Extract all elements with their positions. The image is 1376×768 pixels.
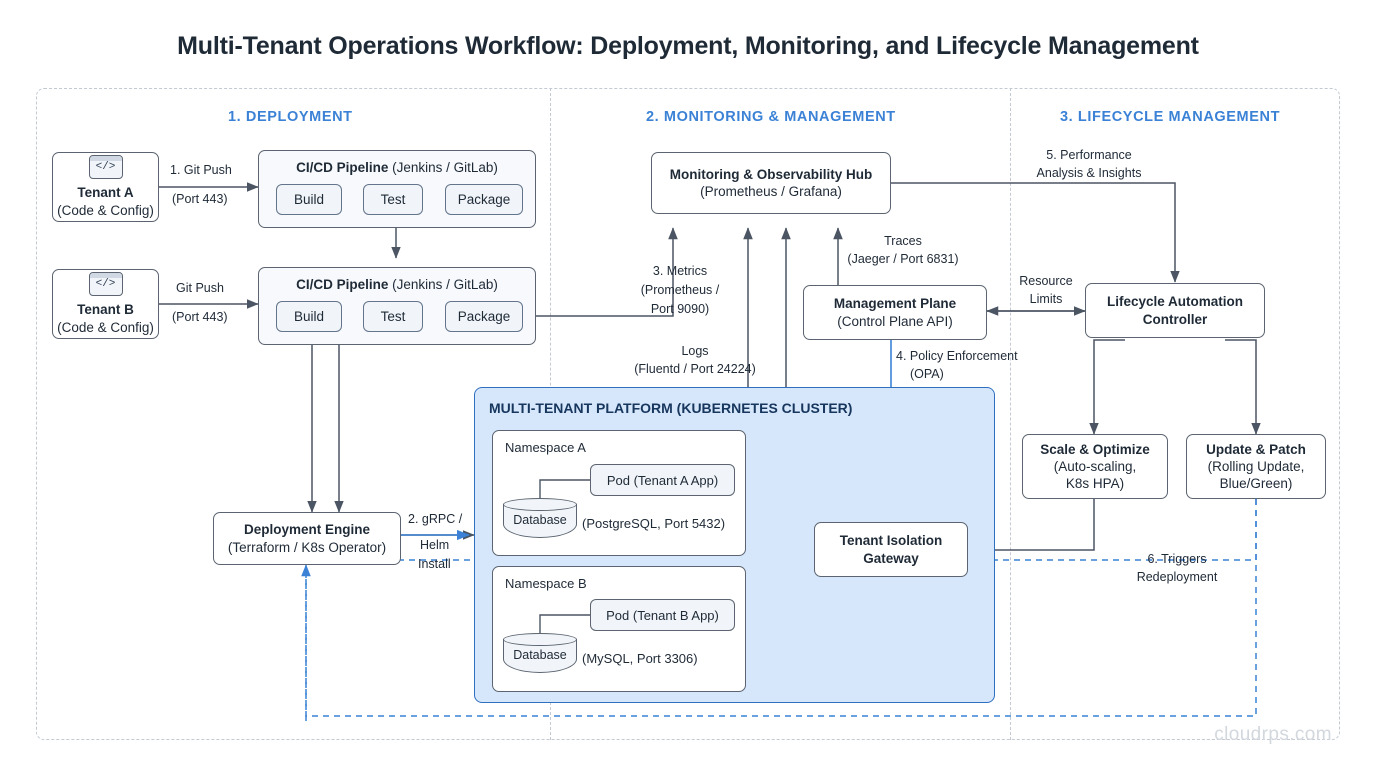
database-b-caption: (MySQL, Port 3306) [582,651,698,666]
tenant-b-name: Tenant B [77,302,134,318]
edge-label-metrics-2: (Prometheus / [640,283,720,297]
management-plane-line1: Management Plane [833,296,957,312]
cicd-pipeline-2-title-bold: CI/CD Pipeline [296,277,389,292]
edge-label-git-push-b-1: Git Push [176,281,224,295]
tenant-isolation-gateway-box[interactable] [814,522,968,577]
edge-label-git-push-a-1: 1. Git Push [170,163,232,177]
edge-label-grpc-1: 2. gRPC / [408,512,463,526]
namespace-a-title: Namespace A [505,440,586,455]
pod-tenant-b[interactable]: Pod (Tenant B App) [590,599,735,631]
database-b-top [503,633,577,646]
database-a[interactable] [503,498,577,544]
lifecycle-controller-line2: Controller [1142,311,1208,327]
edge-label-policy-2: (OPA) [910,367,944,381]
tenant-a-name: Tenant A [77,185,134,201]
cicd-pipeline-2-title [259,277,535,292]
management-plane-box[interactable] [803,285,987,340]
lifecycle-controller-line1: Lifecycle Automation [1106,294,1244,310]
deployment-engine-box[interactable] [213,512,401,565]
pipeline-1-stage-test[interactable]: Test [363,184,423,215]
database-b-label: Database [513,648,567,662]
monitoring-hub-line1: Monitoring & Observability Hub [669,166,873,182]
platform-title: MULTI-TENANT PLATFORM (KUBERNETES CLUSTER) [489,400,853,416]
edge-label-resource-2: Limits [1029,292,1063,306]
cicd-pipeline-1-title-bold: CI/CD Pipeline [296,160,389,175]
edge-label-git-push-b-2: (Port 443) [172,310,228,324]
database-a-caption: (PostgreSQL, Port 5432) [582,516,726,531]
tenant-isolation-gateway-line2: Gateway [863,550,919,566]
column-divider-2 [1010,88,1011,740]
tenant-b-box[interactable] [52,269,159,339]
namespace-b-title: Namespace B [505,576,587,591]
tenant-a-box[interactable] [52,152,159,222]
edge-label-grpc-3: Install [418,557,451,571]
page-title: Multi-Tenant Operations Workflow: Deployment, Monitoring, and Lifecycle Management [177,32,1199,60]
monitoring-hub-box[interactable] [651,152,891,214]
database-a-label: Database [513,513,567,527]
edge-label-traces-2: (Jaeger / Port 6831) [847,252,959,266]
cicd-pipeline-1-title-rest: (Jenkins / GitLab) [388,160,498,175]
scale-optimize-line1: Scale & Optimize [1040,441,1150,457]
edge-label-performance-1: 5. Performance [1046,148,1132,162]
edge-label-triggers-1: 6. Triggers [1147,552,1207,566]
pipeline-1-stage-build[interactable]: Build [276,184,342,215]
cicd-pipeline-1-title [259,160,535,175]
lifecycle-controller-box[interactable] [1085,283,1265,338]
edge-label-grpc-2: Helm [420,538,450,552]
pipeline-2-stage-test[interactable]: Test [363,301,423,332]
scale-optimize-line2: (Auto-scaling, [1053,458,1137,474]
pod-tenant-a[interactable]: Pod (Tenant A App) [590,464,735,496]
database-a-top [503,498,577,511]
management-plane-line2: (Control Plane API) [837,313,953,329]
pipeline-2-stage-package[interactable]: Package [445,301,523,332]
database-b[interactable] [503,633,577,679]
code-icon: </> [89,155,123,179]
edge-label-logs-2: (Fluentd / Port 24224) [634,362,756,376]
update-patch-line3: Blue/Green) [1219,476,1293,492]
deployment-engine-line1: Deployment Engine [243,522,370,538]
pipeline-2-stage-build[interactable]: Build [276,301,342,332]
tenant-b-sub: (Code & Config) [57,319,154,335]
cicd-pipeline-1[interactable] [258,150,536,228]
deployment-engine-line2: (Terraform / K8s Operator) [227,539,387,555]
edge-label-policy-1: 4. Policy Enforcement [896,349,1018,363]
section-title-deployment: 1. DEPLOYMENT [228,109,353,125]
cicd-pipeline-2-title-rest: (Jenkins / GitLab) [388,277,498,292]
update-patch-line2: (Rolling Update, [1207,458,1305,474]
edge-label-metrics-3: Port 9090) [650,302,710,316]
scale-optimize-line3: K8s HPA) [1065,476,1125,492]
section-title-lifecycle: 3. LIFECYCLE MANAGEMENT [1060,109,1281,125]
pipeline-1-stage-package[interactable]: Package [445,184,523,215]
edge-label-git-push-a-2: (Port 443) [172,192,228,206]
edge-label-logs-1: Logs [681,344,709,358]
code-icon: </> [89,272,123,296]
edge-label-traces-1: Traces [884,234,922,248]
edge-label-metrics-1: 3. Metrics [652,264,708,278]
cicd-pipeline-2[interactable] [258,267,536,345]
watermark: cloudrps.com [1214,724,1332,745]
tenant-a-sub: (Code & Config) [57,202,154,218]
edge-label-performance-2: Analysis & Insights [1036,166,1142,180]
monitoring-hub-line2: (Prometheus / Grafana) [700,184,842,199]
edge-label-triggers-2: Redeployment [1136,570,1218,584]
edge-label-resource-1: Resource [1019,274,1073,288]
tenant-isolation-gateway-line1: Tenant Isolation [839,533,943,549]
update-patch-box[interactable] [1186,434,1326,499]
scale-optimize-box[interactable] [1022,434,1168,499]
update-patch-line1: Update & Patch [1206,441,1306,457]
section-title-monitoring: 2. MONITORING & MANAGEMENT [646,109,896,125]
